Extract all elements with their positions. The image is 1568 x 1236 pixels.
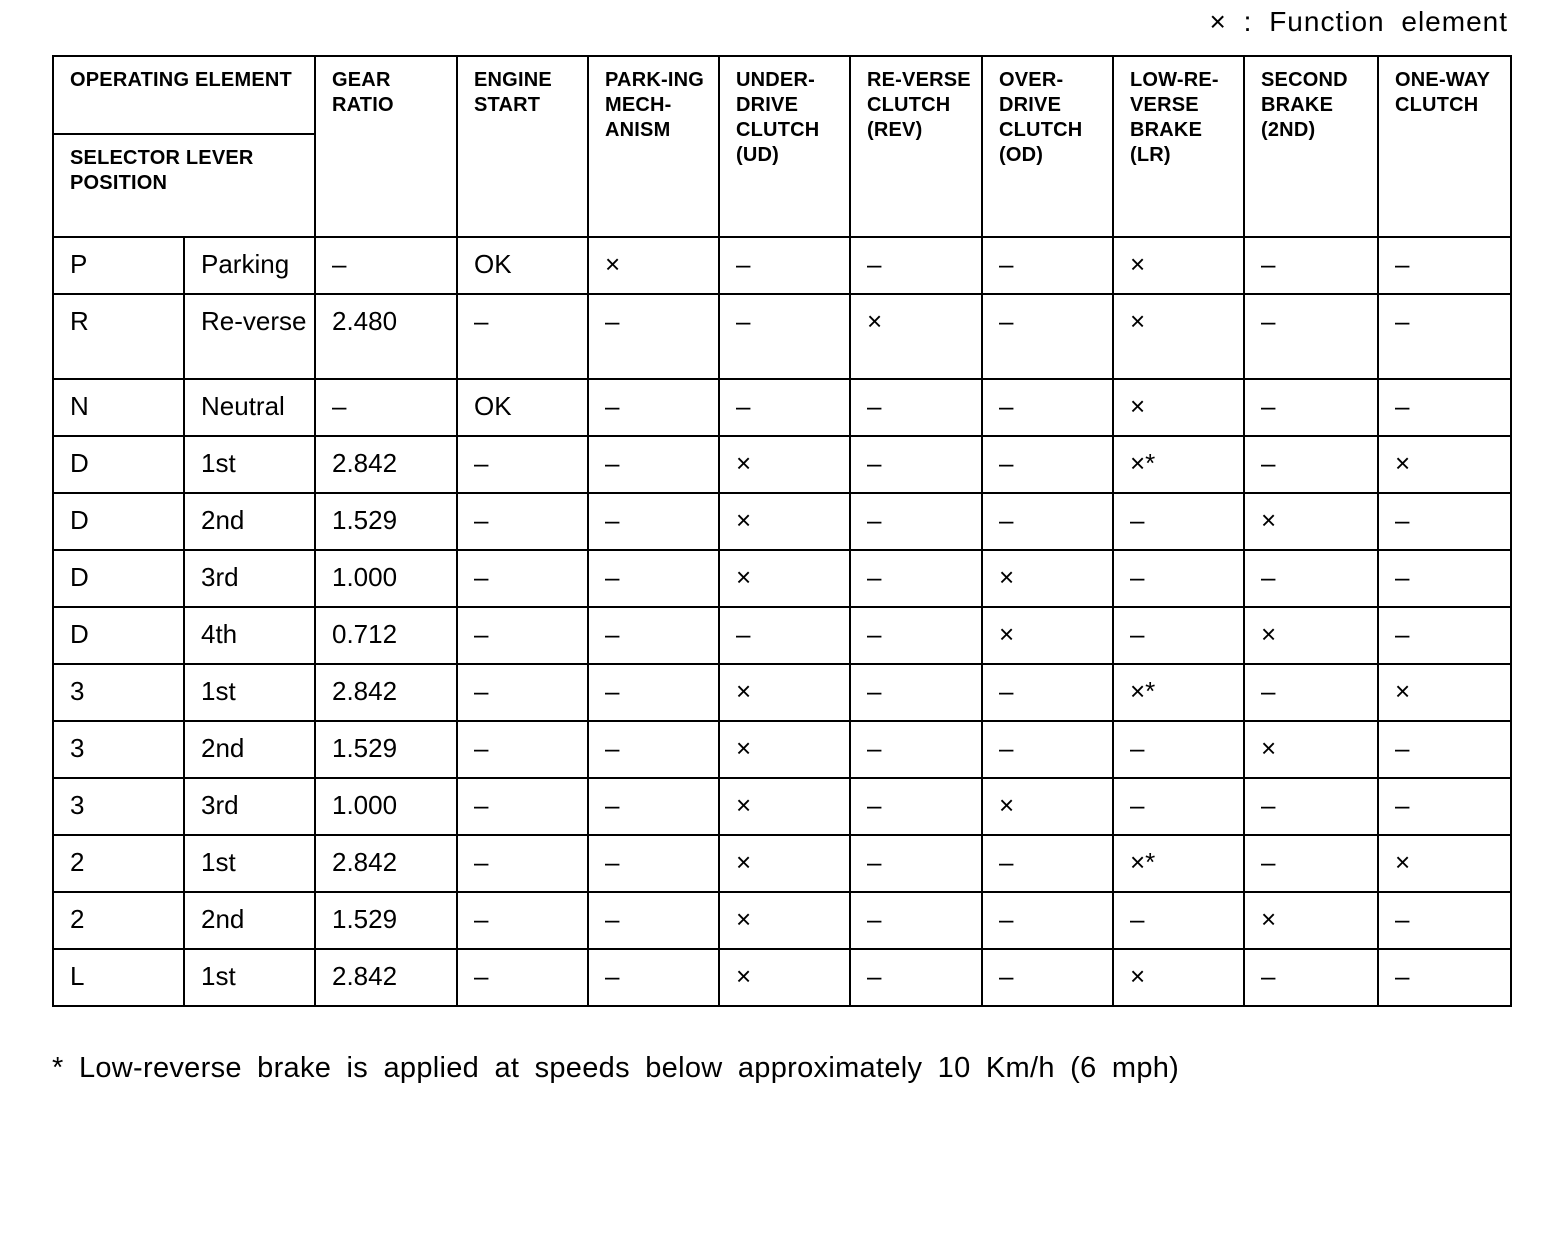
cell-position: 3 [53,721,184,778]
cell-gear-ratio: 2.842 [315,835,457,892]
cell-one-way-clutch: – [1378,892,1511,949]
table-row [53,550,1511,607]
operating-elements-table [52,55,1512,1007]
header-parking-mechanism: PARK-ING MECH-ANISM [588,56,719,237]
cell-parking-mechanism: – [588,949,719,1006]
cell-one-way-clutch: – [1378,778,1511,835]
cell-parking-mechanism: – [588,607,719,664]
cell-gear-ratio: 1.000 [315,778,457,835]
cell-overdrive-clutch: – [982,721,1113,778]
cell-second-brake: × [1244,892,1378,949]
cell-underdrive-clutch: × [719,778,850,835]
cell-parking-mechanism: – [588,778,719,835]
table-row [53,949,1511,1006]
cell-position: R [53,294,184,379]
header-second-brake: SECOND BRAKE (2ND) [1244,56,1378,237]
cell-underdrive-clutch: × [719,493,850,550]
cell-gear-ratio: 2.842 [315,436,457,493]
cell-engine-start: – [457,436,588,493]
cell-reverse-clutch: – [850,949,982,1006]
cell-reverse-clutch: – [850,892,982,949]
header-reverse-clutch: RE-VERSE CLUTCH (REV) [850,56,982,237]
cell-engine-start: – [457,664,588,721]
cell-position: 2 [53,835,184,892]
cell-second-brake: – [1244,550,1378,607]
cell-one-way-clutch: × [1378,436,1511,493]
cell-overdrive-clutch: – [982,949,1113,1006]
cell-gear-ratio: 0.712 [315,607,457,664]
cell-gear: 4th [184,607,315,664]
cell-reverse-clutch: – [850,493,982,550]
cell-overdrive-clutch: × [982,778,1113,835]
table-row [53,493,1511,550]
cell-underdrive-clutch: × [719,949,850,1006]
table-row [53,892,1511,949]
cell-gear-ratio: 1.000 [315,550,457,607]
cell-low-reverse-brake: – [1113,892,1244,949]
cell-underdrive-clutch: × [719,835,850,892]
cell-overdrive-clutch: – [982,835,1113,892]
cell-low-reverse-brake: × [1113,294,1244,379]
cell-engine-start: – [457,949,588,1006]
header-overdrive-clutch: OVER-DRIVE CLUTCH (OD) [982,56,1113,237]
cell-underdrive-clutch: – [719,607,850,664]
cell-reverse-clutch: – [850,436,982,493]
cell-gear-ratio: 2.842 [315,949,457,1006]
cell-position: P [53,237,184,294]
header-selector-lever-position: SELECTOR LEVER POSITION [53,134,315,237]
cell-parking-mechanism: – [588,493,719,550]
cell-gear-ratio: – [315,237,457,294]
cell-position: D [53,607,184,664]
cell-one-way-clutch: – [1378,721,1511,778]
table-row [53,436,1511,493]
cell-second-brake: – [1244,436,1378,493]
cell-gear-ratio: 1.529 [315,892,457,949]
cell-position: N [53,379,184,436]
cell-one-way-clutch: × [1378,835,1511,892]
cell-reverse-clutch: – [850,550,982,607]
cell-gear: 2nd [184,721,315,778]
cell-position: 2 [53,892,184,949]
cell-overdrive-clutch: – [982,379,1113,436]
cell-overdrive-clutch: × [982,550,1113,607]
cell-overdrive-clutch: – [982,436,1113,493]
header-gear-ratio: GEAR RATIO [315,56,457,237]
cell-low-reverse-brake: × [1113,379,1244,436]
cell-one-way-clutch: – [1378,550,1511,607]
cell-second-brake: × [1244,493,1378,550]
header-engine-start: ENGINE START [457,56,588,237]
cell-gear: Parking [184,237,315,294]
cell-second-brake: – [1244,778,1378,835]
cell-second-brake: – [1244,379,1378,436]
legend-function-element: × : Function element [1209,6,1508,37]
table-row [53,379,1511,436]
cell-underdrive-clutch: × [719,664,850,721]
cell-gear: 3rd [184,778,315,835]
cell-reverse-clutch: – [850,607,982,664]
cell-gear: 1st [184,949,315,1006]
cell-one-way-clutch: – [1378,237,1511,294]
cell-reverse-clutch: – [850,664,982,721]
cell-gear-ratio: 1.529 [315,721,457,778]
cell-engine-start: – [457,493,588,550]
cell-engine-start: – [457,778,588,835]
cell-parking-mechanism: – [588,835,719,892]
cell-engine-start: – [457,607,588,664]
cell-parking-mechanism: – [588,721,719,778]
header-low-reverse-brake: LOW-RE-VERSE BRAKE (LR) [1113,56,1244,237]
cell-gear: 2nd [184,892,315,949]
cell-parking-mechanism: – [588,550,719,607]
cell-one-way-clutch: – [1378,493,1511,550]
cell-underdrive-clutch: × [719,550,850,607]
cell-engine-start: – [457,550,588,607]
cell-gear: 1st [184,436,315,493]
cell-low-reverse-brake: ×* [1113,835,1244,892]
header-operating-element: OPERATING ELEMENT [53,56,315,134]
cell-overdrive-clutch: – [982,892,1113,949]
table-row [53,607,1511,664]
cell-gear-ratio: 2.480 [315,294,457,379]
cell-gear-ratio: – [315,379,457,436]
cell-underdrive-clutch: × [719,892,850,949]
cell-gear: Re-verse [184,294,315,379]
cell-reverse-clutch: – [850,778,982,835]
cell-one-way-clutch: – [1378,949,1511,1006]
cell-underdrive-clutch: – [719,379,850,436]
cell-low-reverse-brake: – [1113,607,1244,664]
cell-reverse-clutch: × [850,294,982,379]
table-row [53,835,1511,892]
cell-engine-start: – [457,835,588,892]
cell-parking-mechanism: – [588,436,719,493]
table-body [53,237,1511,1006]
cell-low-reverse-brake: × [1113,949,1244,1006]
table-row [53,778,1511,835]
cell-parking-mechanism: – [588,892,719,949]
cell-engine-start: OK [457,379,588,436]
cell-gear: Neutral [184,379,315,436]
cell-position: 3 [53,778,184,835]
table-row [53,237,1511,294]
cell-one-way-clutch: – [1378,607,1511,664]
cell-gear: 1st [184,835,315,892]
cell-position: D [53,550,184,607]
cell-second-brake: × [1244,607,1378,664]
cell-parking-mechanism: – [588,379,719,436]
cell-underdrive-clutch: – [719,237,850,294]
cell-underdrive-clutch: × [719,721,850,778]
table-row [53,721,1511,778]
cell-position: D [53,436,184,493]
cell-low-reverse-brake: – [1113,550,1244,607]
cell-engine-start: – [457,721,588,778]
cell-gear-ratio: 2.842 [315,664,457,721]
cell-overdrive-clutch: – [982,237,1113,294]
cell-parking-mechanism: – [588,664,719,721]
table-row [53,294,1511,379]
cell-low-reverse-brake: – [1113,721,1244,778]
header-one-way-clutch: ONE-WAY CLUTCH [1378,56,1511,237]
cell-second-brake: – [1244,237,1378,294]
cell-one-way-clutch: – [1378,294,1511,379]
cell-overdrive-clutch: – [982,493,1113,550]
cell-low-reverse-brake: – [1113,778,1244,835]
cell-position: 3 [53,664,184,721]
cell-underdrive-clutch: × [719,436,850,493]
cell-reverse-clutch: – [850,237,982,294]
cell-low-reverse-brake: – [1113,493,1244,550]
cell-reverse-clutch: – [850,379,982,436]
cell-parking-mechanism: × [588,237,719,294]
cell-gear-ratio: 1.529 [315,493,457,550]
cell-overdrive-clutch: – [982,664,1113,721]
header-underdrive-clutch: UNDER-DRIVE CLUTCH (UD) [719,56,850,237]
cell-engine-start: – [457,892,588,949]
cell-second-brake: – [1244,949,1378,1006]
cell-low-reverse-brake: ×* [1113,436,1244,493]
footnote: * Low-reverse brake is applied at speeds below approximately 10 Km/h (6 mph) [52,1052,1180,1084]
cell-overdrive-clutch: – [982,294,1113,379]
cell-low-reverse-brake: × [1113,237,1244,294]
cell-second-brake: – [1244,835,1378,892]
cell-underdrive-clutch: – [719,294,850,379]
cell-engine-start: OK [457,237,588,294]
cell-one-way-clutch: – [1378,379,1511,436]
cell-second-brake: × [1244,721,1378,778]
cell-position: D [53,493,184,550]
cell-gear: 1st [184,664,315,721]
cell-engine-start: – [457,294,588,379]
cell-gear: 2nd [184,493,315,550]
cell-one-way-clutch: × [1378,664,1511,721]
cell-reverse-clutch: – [850,721,982,778]
cell-second-brake: – [1244,294,1378,379]
table-row [53,664,1511,721]
cell-overdrive-clutch: × [982,607,1113,664]
cell-position: L [53,949,184,1006]
cell-gear: 3rd [184,550,315,607]
cell-low-reverse-brake: ×* [1113,664,1244,721]
cell-second-brake: – [1244,664,1378,721]
cell-parking-mechanism: – [588,294,719,379]
cell-reverse-clutch: – [850,835,982,892]
